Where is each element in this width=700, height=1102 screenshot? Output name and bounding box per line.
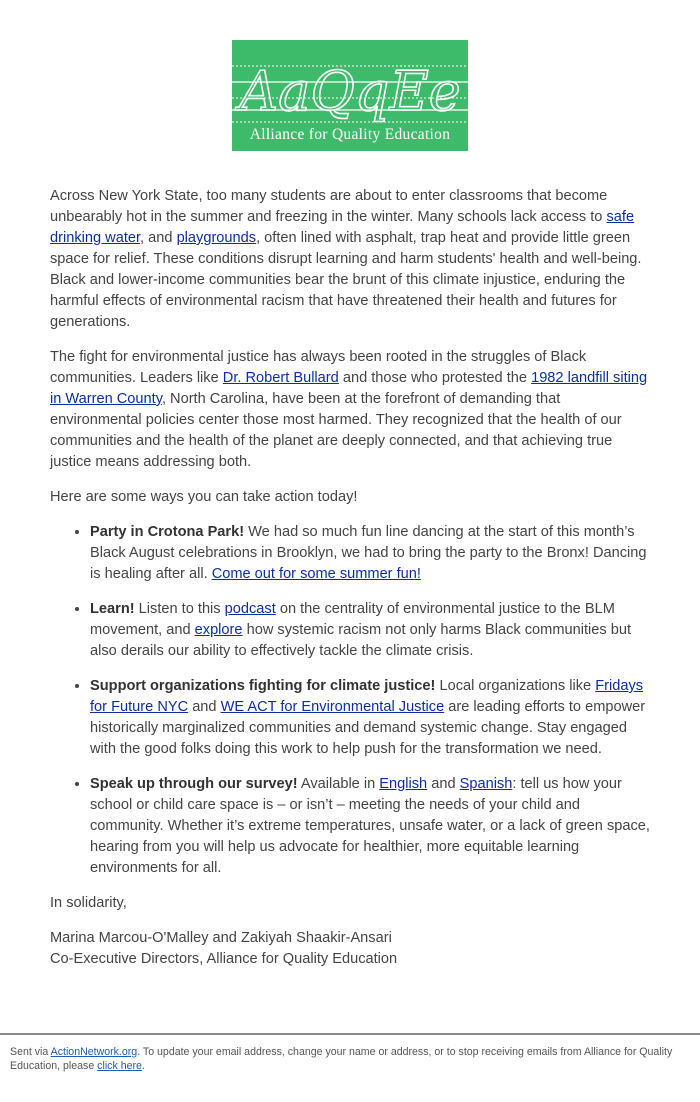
text: , North Carolina, have been at the forefront of demanding that environmental policies center those most harmed. They recognized that the health of our communities and the health of the planet are deeply connected, and that achieving true justice means addressing both. (50, 391, 622, 470)
text: and those who protested the (338, 370, 532, 386)
text: . To update your email address, change your name or address, or to stop receiving emails from Alliance for Quality Education, please (10, 1046, 673, 1072)
text: Across New York State, too many students are about to enter classrooms that become unbearably hot in the summer and freezing in the winter. Many schools lack access to (50, 188, 608, 225)
list-item (90, 676, 650, 760)
link-summer-fun[interactable]: Come out for some summer fun! (211, 566, 421, 582)
text: , and (140, 230, 177, 246)
text: are leading efforts to empower historically marginalized communities and demand systemic change. Stay engaged with the good folks doing this work to help push for the transformation we need. (90, 699, 646, 757)
text: Sent via (10, 1046, 51, 1058)
signature-names: Marina Marcou-O'Malley and Zakiyah Shaakir-Ansari (50, 930, 392, 946)
paragraph-history (50, 347, 650, 473)
aqe-logo[interactable] (232, 40, 468, 151)
link-robert-bullard[interactable]: Dr. Robert Bullard (222, 370, 339, 386)
text: Listen to this (134, 601, 225, 617)
closing: In solidarity, (50, 895, 127, 911)
text: Local organizations like (435, 678, 596, 694)
list-item (90, 599, 650, 662)
link-fridays-for-future[interactable]: Fridays for Future NYC (90, 678, 644, 715)
link-podcast[interactable]: podcast (224, 601, 276, 617)
text: : tell us how your school or child care space is – or isn’t – meeting the needs of your child and community. Whether it’s extreme temperatures, unsafe water, or a lack of green space, hearing from you will help us advocate for healthier, more equitable learning environments for all. (90, 776, 650, 876)
text: . (141, 1060, 145, 1072)
text: We had so much fun line dancing at the start of this month’s Black August celebrations in Brooklyn, we had to bring the party to the Bronx! Dancing is healing after all. (90, 524, 647, 582)
text: how systemic racism not only harms Black communities but also derails our ability to effectively tackle the climate crisis. (90, 622, 632, 659)
signature (50, 928, 650, 970)
footer (0, 1033, 700, 1073)
link-warren-county[interactable]: 1982 landfill siting in Warren County (50, 370, 648, 407)
item-heading: Learn! (90, 601, 135, 617)
signature-title: Co-Executive Directors, Alliance for Quality Education (50, 951, 398, 967)
item-heading: Speak up through our survey! (90, 776, 298, 792)
text: and (188, 699, 221, 715)
link-english[interactable]: English (379, 776, 428, 792)
link-click-here[interactable]: click here (97, 1060, 142, 1072)
link-safe-drinking-water[interactable]: safe drinking water (50, 209, 635, 246)
paragraph-actions-intro: Here are some ways you can take action today! (50, 489, 358, 505)
link-explore[interactable]: explore (194, 622, 243, 638)
link-we-act[interactable]: WE ACT for Environmental Justice (220, 699, 445, 715)
item-heading: Support organizations fighting for climate justice! (90, 678, 436, 694)
link-actionnetwork[interactable]: ActionNetwork.org (50, 1046, 138, 1058)
header (0, 0, 700, 156)
text: The fight for environmental justice has always been rooted in the struggles of Black communities. Leaders like (50, 349, 587, 386)
text: on the centrality of environmental justice to the BLM movement, and (90, 601, 615, 638)
text: and (427, 776, 460, 792)
text: , often lined with asphalt, trap heat and provide little green space for relief. These conditions disrupt learning and harm students' health and well-being. Black and lower-income communities bear the brunt of this climate injustice, enduring the harmful effects of environmental racism that have threatened their health and futures for generations. (50, 230, 642, 330)
list-item (90, 774, 650, 879)
list-item (90, 522, 650, 585)
logo-script-text: AaQqEe (239, 60, 461, 123)
email-body (0, 156, 700, 970)
link-spanish[interactable]: Spanish (459, 776, 513, 792)
paragraph-intro (50, 186, 650, 333)
logo-caption: Alliance for Quality Education (249, 126, 451, 143)
item-heading: Party in Crotona Park! (90, 524, 245, 540)
text: Available in (297, 776, 380, 792)
action-list (50, 522, 650, 879)
link-playgrounds[interactable]: playgrounds (176, 230, 257, 246)
